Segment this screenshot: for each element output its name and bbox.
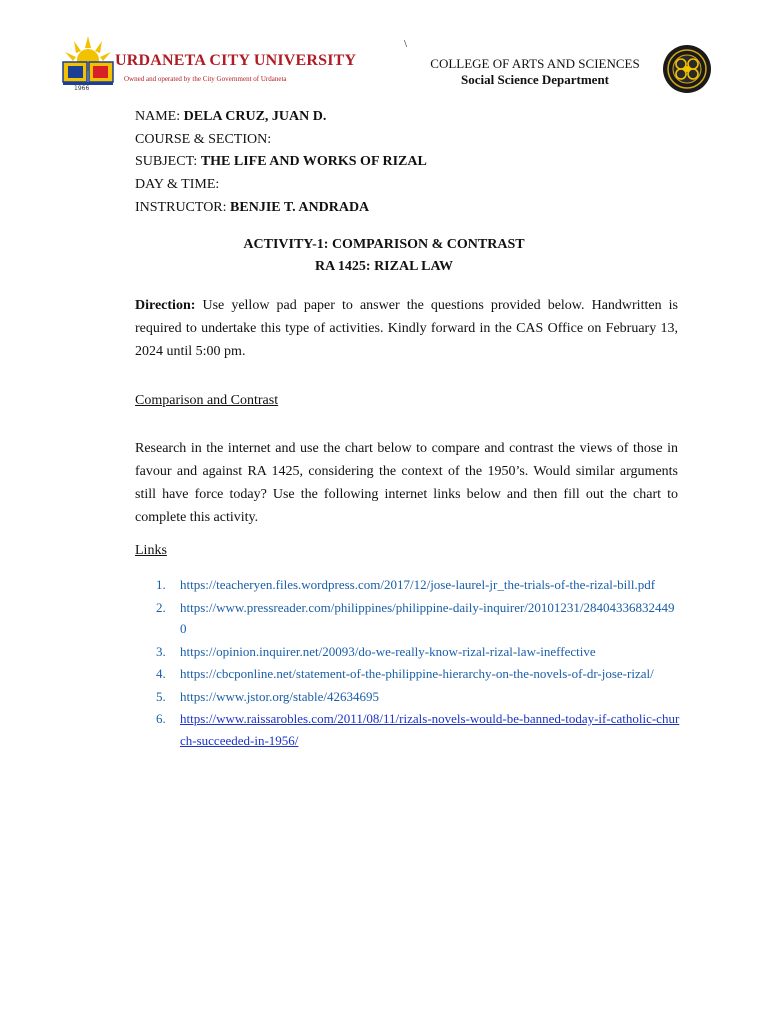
activity-subtitle: RA 1425: RIZAL LAW (314, 259, 454, 274)
links-list (135, 574, 680, 752)
link-url[interactable]: https://opinion.inquirer.net/20093/do-we-really-know-rizal-rizal-law-ineffective (180, 643, 596, 659)
subject-value: THE LIFE AND WORKS OF RIZAL (200, 154, 427, 169)
stray-mark: \ (404, 38, 408, 50)
link-item: 3. https://opinion.inquirer.net/20093/do-we-really-know-rizal-rizal-law-ineffective (156, 643, 596, 659)
link-url[interactable]: https://www.pressreader.com/philippines/philippine-daily-inquirer/20101231/284043368324490 (180, 599, 675, 636)
link-url[interactable]: https://www.raissarobles.com/2011/08/11/rizals-novels-would-be-banned-today-if-catholic-church-succeeded-in-1956/ (180, 711, 680, 748)
instructor: INSTRUCTOR: BENJIE T. ANDRADA (135, 200, 370, 215)
link-item: 5. https://www.jstor.org/stable/42634695 (156, 688, 379, 704)
section-heading: Comparison and Contrast (135, 393, 279, 408)
student-name: NAME: DELA CRUZ, JUAN D. (135, 109, 327, 124)
activity-title: ACTIVITY-1: COMPARISON & CONTRAST (243, 237, 525, 252)
link-url[interactable]: https://www.jstor.org/stable/42634695 (180, 688, 379, 704)
svg-text:1966: 1966 (74, 85, 90, 90)
subject: SUBJECT: THE LIFE AND WORKS OF RIZAL (135, 154, 427, 169)
college-name: COLLEGE OF ARTS AND SCIENCES (430, 56, 640, 71)
link-url[interactable]: https://cbcponline.net/statement-of-the-philippine-hierarchy-on-the-novels-of-dr-jose-rizal/ (180, 666, 654, 681)
direction-label: Direction: (135, 298, 196, 313)
university-logo (60, 34, 116, 90)
university-name: URDANETA CITY UNIVERSITY (115, 52, 357, 69)
instructions-paragraph: Research in the internet and use the chart below to compare and contrast the views of those in favour and against RA 1425, considering the context of the 1950’s. Would similar arguments still have force today? Use the following internet links below and then fill out the chart to complete this activity. (135, 441, 678, 525)
university-subtitle: Owned and operated by the City Government of Urdaneta (124, 75, 287, 83)
day-time: DAY & TIME: (135, 177, 220, 192)
link-item: 6. https://www.raissarobles.com/2011/08/11/rizals-novels-would-be-banned-today-if-catholic-church-succeeded-in-1956/ (156, 711, 680, 748)
link-item: 4. https://cbcponline.net/statement-of-the-philippine-hierarchy-on-the-novels-of-dr-jose-rizal/ (156, 666, 654, 681)
link-item: 2. https://www.pressreader.com/philippines/philippine-daily-inquirer/20101231/284043368324490 (156, 599, 675, 636)
link-item: 1. https://teacheryen.files.wordpress.com/2017/12/jose-laurel-jr_the-trials-of-the-rizal-bill.pdf (156, 577, 656, 592)
college-seal (662, 44, 712, 94)
course-section: COURSE & SECTION: (135, 132, 272, 147)
direction-paragraph: Direction: Use yellow pad paper to answer the questions provided below. Handwritten is required to undertake this type of activities. Kindly forward in the CAS Office on February 13, 2024 until 5:00 pm. (135, 298, 678, 359)
department-name: Social Science Department (460, 72, 610, 87)
links-heading: Links (135, 543, 167, 558)
link-url[interactable]: https://teacheryen.files.wordpress.com/2017/12/jose-laurel-jr_the-trials-of-the-rizal-bill.pdf (180, 577, 656, 592)
instructor-value: BENJIE T. ANDRADA (230, 200, 370, 215)
student-name-value: DELA CRUZ, JUAN D. (183, 109, 327, 124)
